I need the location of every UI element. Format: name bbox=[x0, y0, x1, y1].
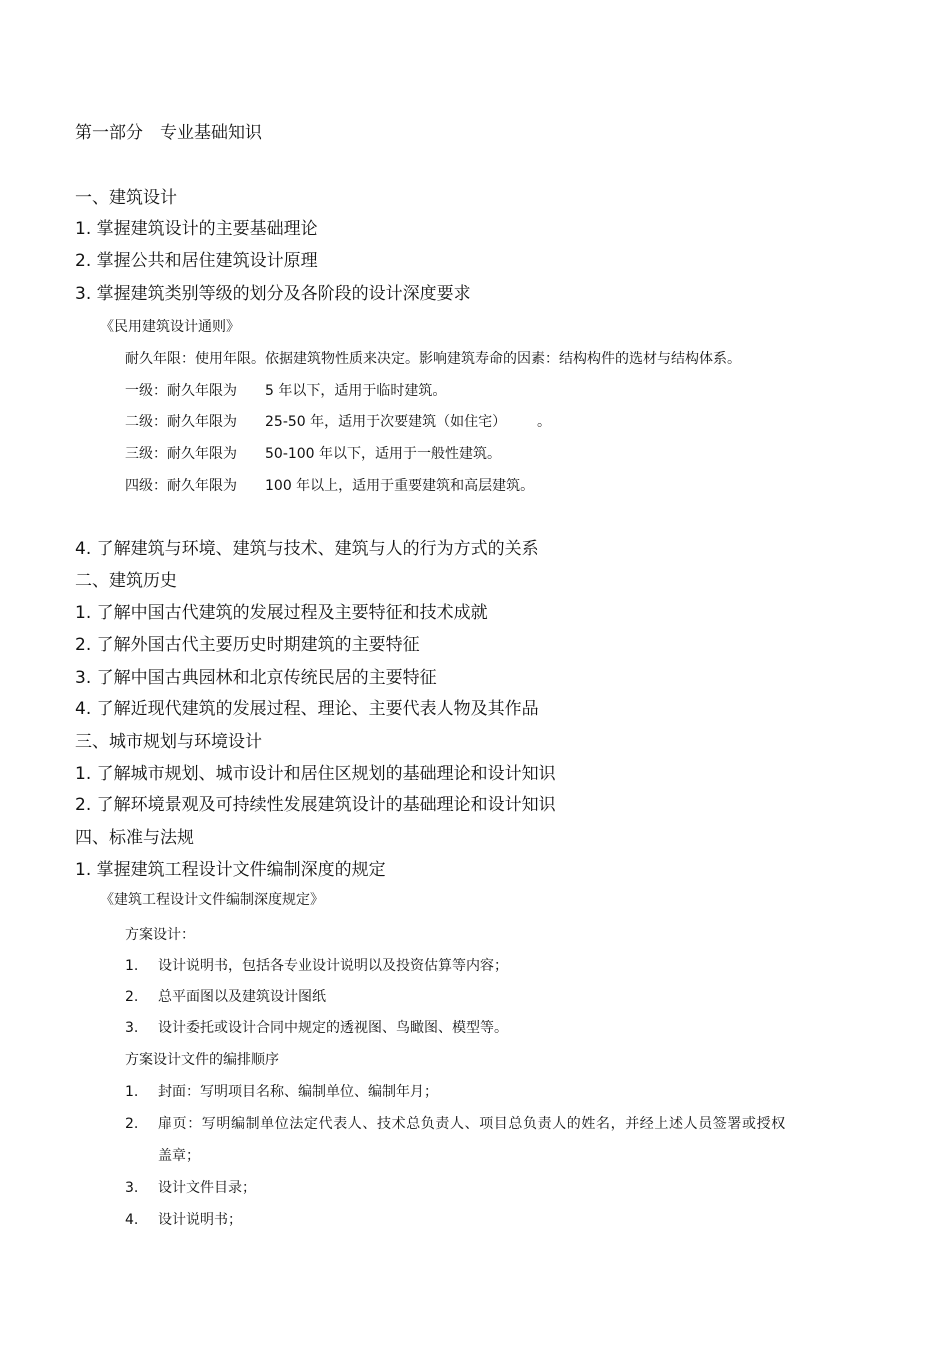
section-2-item-4: 4. 了解近现代建筑的发展过程、理论、主要代表人物及其作品 bbox=[75, 699, 539, 719]
section-1-item-3: 3. 掌握建筑类别等级的划分及各阶段的设计深度要求 bbox=[75, 284, 471, 304]
grade-period: 。 bbox=[537, 414, 551, 430]
grade-row bbox=[0, 384, 950, 404]
list-item bbox=[0, 990, 950, 1010]
section-2-item-1: 1. 了解中国古代建筑的发展过程及主要特征和技术成就 bbox=[75, 603, 488, 623]
section-4-title: 四、标准与法规 bbox=[75, 828, 194, 848]
list-item bbox=[0, 1181, 950, 1201]
section-1-item-4: 4. 了解建筑与环境、建筑与技术、建筑与人的行为方式的关系 bbox=[75, 539, 539, 559]
doc-title-depth-rules: 《建筑工程设计文件编制深度规定》 bbox=[100, 892, 324, 908]
list-text: 设计文件目录； bbox=[158, 1180, 256, 1196]
grade-label: 一级：耐久年限为 bbox=[125, 383, 237, 399]
scheme-order-title: 方案设计文件的编排顺序 bbox=[125, 1052, 279, 1068]
durability-definition: 耐久年限：使用年限。依据建筑物性质来决定。影响建筑寿命的因素：结构构件的选材与结构体系。 bbox=[125, 351, 741, 367]
doc-title-general-code: 《民用建筑设计通则》 bbox=[100, 319, 240, 335]
grade-label: 二级：耐久年限为 bbox=[125, 414, 237, 430]
scheme-design-title: 方案设计： bbox=[125, 927, 195, 943]
grade-label: 三级：耐久年限为 bbox=[125, 446, 237, 462]
list-number: 1. bbox=[125, 1084, 139, 1100]
list-number: 4. bbox=[125, 1212, 139, 1228]
grade-value: 25-50 年，适用于次要建筑（如住宅） bbox=[265, 414, 507, 430]
list-number: 2. bbox=[125, 1116, 139, 1132]
part-title: 第一部分 专业基础知识 bbox=[75, 123, 262, 143]
section-1-item-1: 1. 掌握建筑设计的主要基础理论 bbox=[75, 219, 318, 239]
list-text: 设计委托或设计合同中规定的透视图、鸟瞰图、模型等。 bbox=[158, 1020, 508, 1036]
section-3-item-2: 2. 了解环境景观及可持续性发展建筑设计的基础理论和设计知识 bbox=[75, 795, 556, 815]
list-item bbox=[0, 1021, 950, 1041]
section-2-item-3: 3. 了解中国古典园林和北京传统民居的主要特征 bbox=[75, 668, 437, 688]
grade-row bbox=[0, 479, 950, 499]
grade-row bbox=[0, 415, 950, 435]
section-1-title: 一、建筑设计 bbox=[75, 188, 177, 208]
list-item-continuation bbox=[0, 1149, 950, 1169]
list-text: 总平面图以及建筑设计图纸 bbox=[158, 989, 326, 1005]
list-text: 封面：写明项目名称、编制单位、编制年月； bbox=[158, 1084, 438, 1100]
list-number: 1. bbox=[125, 958, 139, 974]
list-text: 设计说明书； bbox=[158, 1212, 242, 1228]
grade-value: 50-100 年以下，适用于一般性建筑。 bbox=[265, 446, 502, 462]
list-item bbox=[0, 1085, 950, 1105]
grade-value: 100 年以上，适用于重要建筑和高层建筑。 bbox=[265, 478, 535, 494]
list-number: 2. bbox=[125, 989, 139, 1005]
section-4-item-1: 1. 掌握建筑工程设计文件编制深度的规定 bbox=[75, 860, 386, 880]
list-number: 3. bbox=[125, 1180, 139, 1196]
list-item bbox=[0, 959, 950, 979]
grade-value: 5 年以下，适用于临时建筑。 bbox=[265, 383, 447, 399]
section-1-item-2: 2. 掌握公共和居住建筑设计原理 bbox=[75, 251, 318, 271]
section-2-item-2: 2. 了解外国古代主要历史时期建筑的主要特征 bbox=[75, 635, 420, 655]
grade-row bbox=[0, 447, 950, 467]
section-3-title: 三、城市规划与环境设计 bbox=[75, 732, 262, 752]
section-3-item-1: 1. 了解城市规划、城市设计和居住区规划的基础理论和设计知识 bbox=[75, 764, 556, 784]
list-text: 设计说明书，包括各专业设计说明以及投资估算等内容； bbox=[158, 958, 508, 974]
list-number: 3. bbox=[125, 1020, 139, 1036]
list-text: 盖章； bbox=[158, 1148, 200, 1164]
grade-label: 四级：耐久年限为 bbox=[125, 478, 237, 494]
list-item bbox=[0, 1117, 950, 1137]
list-item bbox=[0, 1213, 950, 1233]
section-2-title: 二、建筑历史 bbox=[75, 571, 177, 591]
list-text: 扉页：写明编制单位法定代表人、技术总负责人、项目总负责人的姓名，并经上述人员签署或授权 bbox=[158, 1116, 786, 1132]
